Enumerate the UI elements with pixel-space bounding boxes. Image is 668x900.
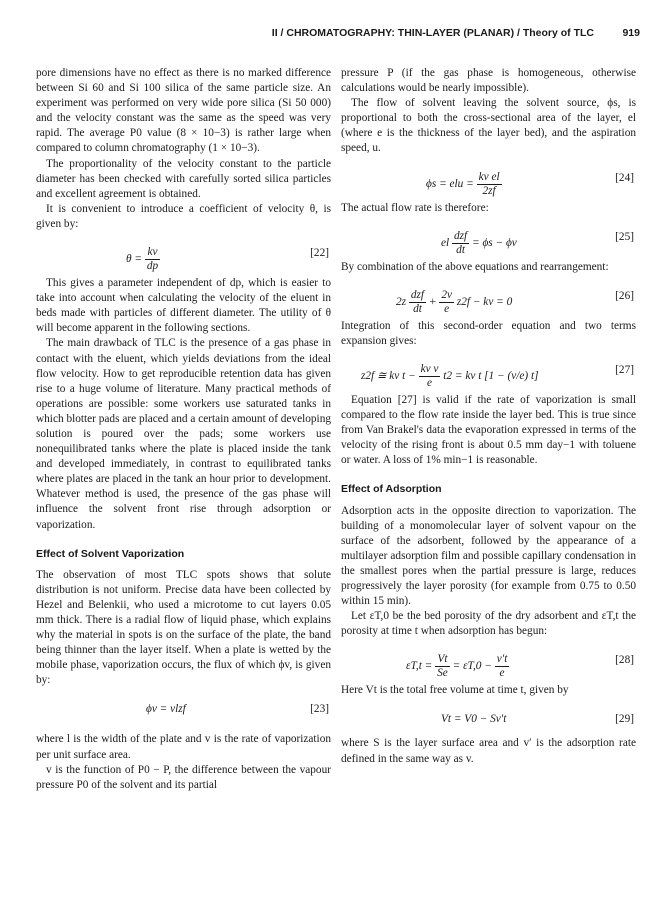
- paragraph: v is the function of P0 − P, the difference between the vapour pressure P0 of the solvent and its partial: [36, 763, 331, 791]
- left-column: [36, 66, 331, 793]
- equation-28: εT,t = $\frac{Vt}{Se}$ = εT,0 − $\frac{v't}{e}$ [28]: [406, 653, 634, 680]
- equation-29: Vt = V0 − Sv′t [29]: [341, 704, 636, 730]
- equation-label: [24]: [615, 171, 634, 184]
- paragraph: It is convenient to introduce a coefficient of velocity θ, is given by:: [36, 202, 331, 230]
- paragraph: The observation of most TLC spots shows that solute distribution is not uniform. Precise data have been collected by Hezel and Belenkii, who used a microtome to cut layers 0.05 mm thick. There is a radial flow of liquid phase, which explains why the material in spots is on the surface of the plate, the band being thinner than the layer itself. When a plate is wetted by the mobile phase, vaporization occurs, the flux of which ϕv, is given by:: [36, 568, 331, 687]
- paragraph: By combination of the above equations and rearrangement:: [341, 260, 609, 273]
- paragraph: pressure P (if the gas phase is homogeneous, otherwise calculations would be nearly impossible).: [341, 67, 636, 95]
- paragraph: This gives a parameter independent of dp, which is easier to take into account when calculating the velocity of the eluent in beds made with particles of different diameter. The utility of θ will become apparent in the following sections.: [36, 277, 331, 335]
- equation-26: 2z $\frac{\text{dzf}}{dt}$ + $\frac{2v}{e}$ z2f − kv = 0 [26]: [396, 288, 634, 315]
- paragraph: Equation [27] is valid if the rate of vaporization is small compared to the flow rate inside the layer bed. This is true since from Van Brakel's data the evaporation expressed in terms of the velocity of the rising front is about 0.5 mm day−1 with toluene or water. A loss of 1% min−1 is reasonable.: [341, 393, 636, 467]
- paragraph: The flow of solvent leaving the solvent source, ϕs, is proportional to both the cross-sectional area of the layer, el (where e is the thickness of the layer bed), and the aspiration speed, u.: [341, 97, 636, 155]
- equation-label: [22]: [310, 247, 329, 260]
- equation-27: z2f ≅ kv t − $\frac{\text{kv v}}{e}$ t2 = kv t [1 − (v/e) t] [27]: [361, 362, 634, 389]
- paragraph: The proportionality of the velocity constant to the particle diameter has been checked with carefully sorted silica particles and excellent agreement is obtained.: [36, 157, 331, 200]
- equation-label: [25]: [615, 230, 634, 243]
- equation-24: ϕs = elu = $\frac{\text{kv el}}{2zf}$ [24]: [426, 170, 634, 197]
- page-number: 919: [622, 27, 640, 39]
- paragraph: where l is the width of the plate and v is the rate of vaporization per unit surface area.: [36, 733, 331, 761]
- equation-label: [27]: [615, 363, 634, 376]
- equation-22: θ = $\frac{kv}{dp}$ [22]: [126, 246, 329, 273]
- paragraph: where S is the layer surface area and v′ is the adsorption rate defined in the same way as v.: [341, 737, 636, 765]
- equation-23: ϕv = vlzf [23]: [36, 694, 331, 726]
- paragraph: Let εT,0 be the bed porosity of the dry adsorbent and εT,t the porosity at time t when adsorption has begun:: [341, 610, 636, 638]
- running-header: [40, 27, 640, 43]
- equation-label: [23]: [310, 703, 329, 716]
- equation-label: [26]: [615, 289, 634, 302]
- paragraph: Adsorption acts in the opposite direction to vaporization. The building of a monomolecular layer of solvent vapour on the surface of the adsorbent, followed by the appearance of a multilayer adsorption film and possible capillary condensation in the smallest pores when the partial pressure is large, reduces progressively the layer porosity (for example from 0.75 to 0.50 within 15 min).: [341, 504, 636, 608]
- header-title: II / CHROMATOGRAPHY: THIN-LAYER (PLANAR) / Theory of TLC: [271, 27, 594, 39]
- equation-label: [29]: [615, 713, 634, 726]
- section-heading: Effect of Solvent Vaporization: [36, 547, 185, 560]
- paragraph: pore dimensions have no effect as there is no marked difference between Si 60 and Si 100 silica of the same particle size. An experiment was performed on very wide pore silica (Si 50 000) and the velocity constant was the same as the speed was very rapid. The average P0 value (8 × 10−3) is rather large when compared to column chromatography (1 × 10−3).: [36, 67, 331, 155]
- section-heading: Effect of Adsorption: [341, 483, 442, 496]
- paragraph: Here Vt is the total free volume at time t, given by: [341, 684, 569, 697]
- equation-label: [28]: [615, 654, 634, 667]
- paragraph: The actual flow rate is therefore:: [341, 201, 489, 214]
- equation-25: el $\frac{\text{dzf}}{dt}$ = ϕs − ϕv [25]: [441, 229, 634, 256]
- paragraph: Integration of this second-order equation and two terms expansion gives:: [341, 319, 636, 347]
- right-column: [341, 66, 636, 767]
- paragraph: The main drawback of TLC is the presence of a gas phase in contact with the eluent, which yields deviations from the ideal flow velocity. How to get reproducible retention data has given rise to a huge volume of literature. Many practical methods of operations are possible: some workers use saturated tanks in which blotter pads are placed and a certain amount of developing solution is poured over the pads; some workers use nonequilibrated tanks where the plate is placed inside the tank and developed immediately, in contrast to equilibrated tanks where plates are placed in the tank an hour prior to development. Whatever method is used, the presence of the gas phase will influence the solvent front rise through adsorption or vaporization.: [36, 337, 331, 531]
